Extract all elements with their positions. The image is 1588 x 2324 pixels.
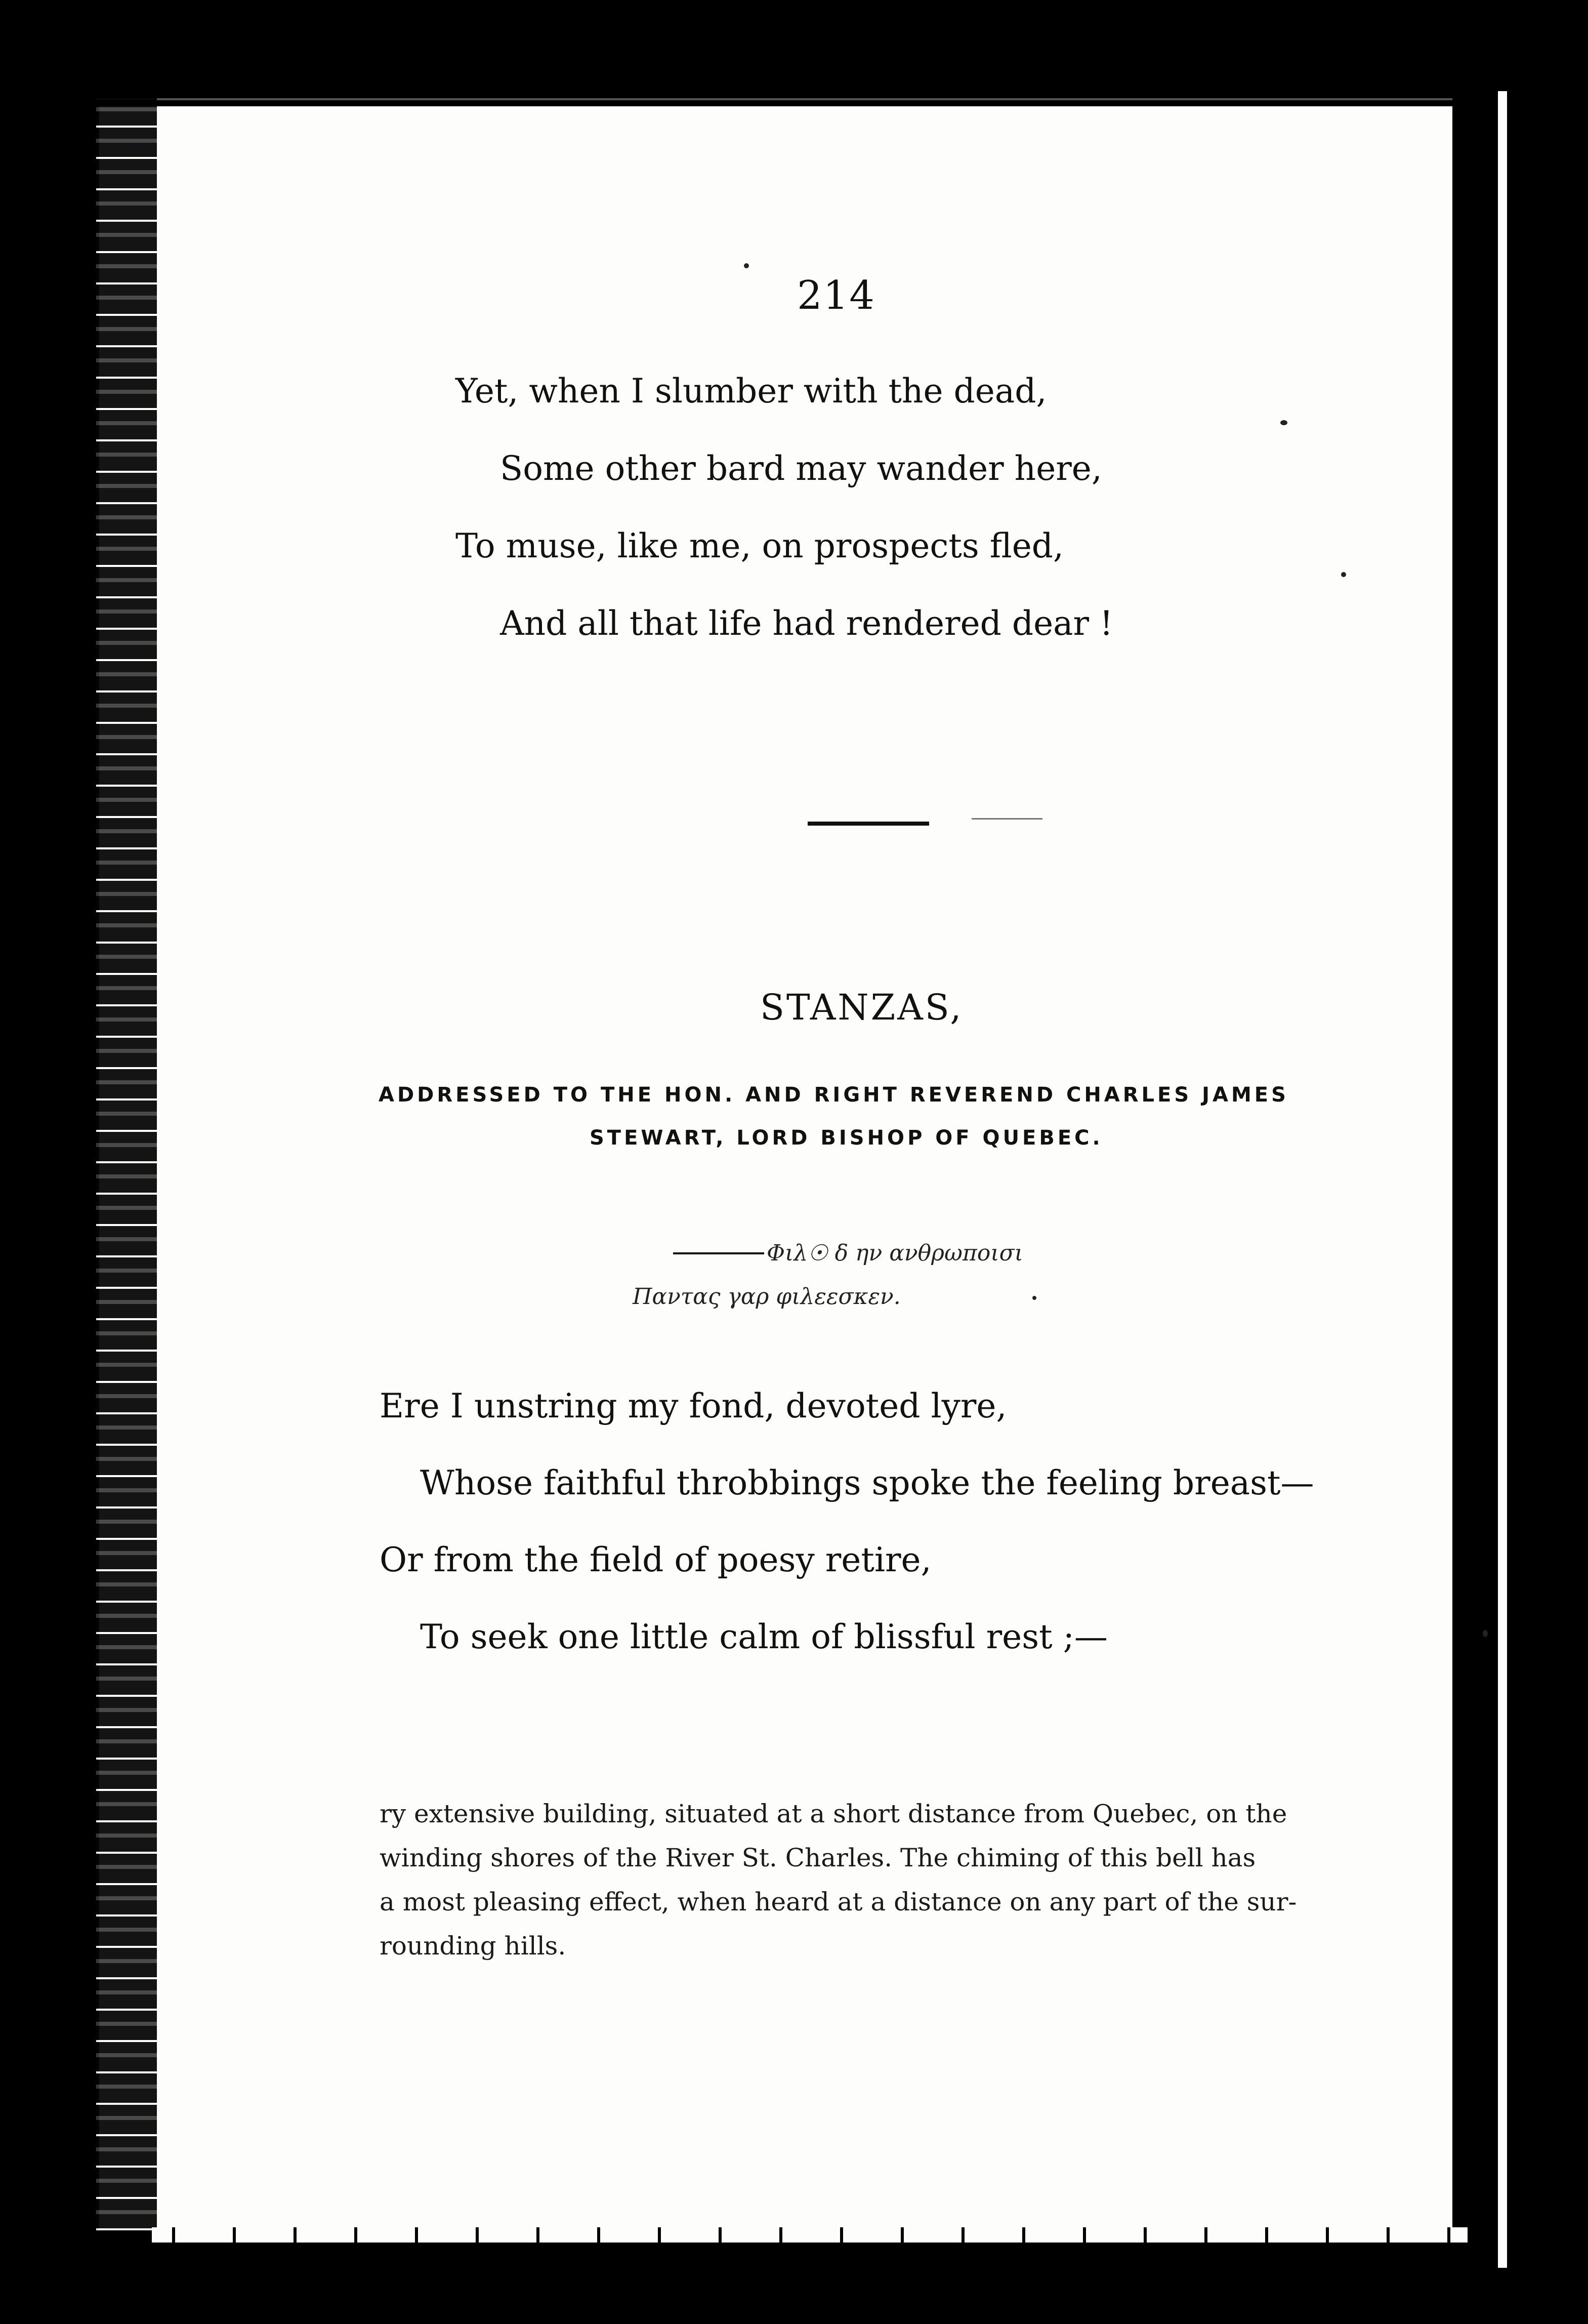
footnote-line: winding shores of the River St. Charles. The chiming of this bell has (380, 1843, 1256, 1872)
ink-speck (1032, 1296, 1036, 1300)
section-subtitle: ADDRESSED TO THE HON. AND RIGHT REVEREND CHARLES JAMES (379, 1083, 1289, 1107)
poem-line: To muse, like me, on prospects fled, (455, 526, 1064, 565)
ink-speck (1280, 420, 1287, 425)
stanza-line: Whose faithful throbbings spoke the feeling breast— (420, 1463, 1314, 1502)
section-title: STANZAS, (760, 987, 964, 1028)
poem-line: Some other bard may wander here, (500, 449, 1102, 488)
page-number: 214 (797, 273, 875, 318)
epigraph-line: Παντας γαρ φιλεεσκεν. (633, 1284, 901, 1310)
footnote-line: a most pleasing effect, when heard at a distance on any part of the sur- (380, 1887, 1297, 1917)
section-divider (808, 822, 929, 826)
ink-speck (744, 263, 749, 268)
poem-line: And all that life had rendered dear ! (500, 604, 1113, 643)
epigraph-line: Φιλ☉ δ ην ανθρωποισι (767, 1240, 1023, 1266)
poem-line: Yet, when I slumber with the dead, (455, 372, 1047, 411)
page-right-edge-line (1498, 91, 1507, 2268)
ink-speck (1341, 572, 1346, 577)
section-divider-faint (972, 818, 1042, 820)
ink-speck (1483, 1630, 1488, 1637)
footnote-line: rounding hills. (380, 1931, 566, 1961)
footnote-line: ry extensive building, situated at a short distance from Quebec, on the (380, 1799, 1287, 1828)
page-top-edge (96, 86, 1473, 106)
stanza-line: To seek one little calm of blissful rest ;— (420, 1617, 1108, 1656)
epigraph-dash (673, 1252, 764, 1254)
section-subtitle: STEWART, LORD BISHOP OF QUEBEC. (590, 1126, 1103, 1150)
page-right-edge (1452, 81, 1488, 2258)
page-binding-edge (96, 96, 157, 2232)
page-bottom-edge (152, 2227, 1468, 2243)
stanza-line: Ere I unstring my fond, devoted lyre, (380, 1387, 1007, 1425)
stanza-line: Or from the field of poesy retire, (380, 1540, 932, 1579)
